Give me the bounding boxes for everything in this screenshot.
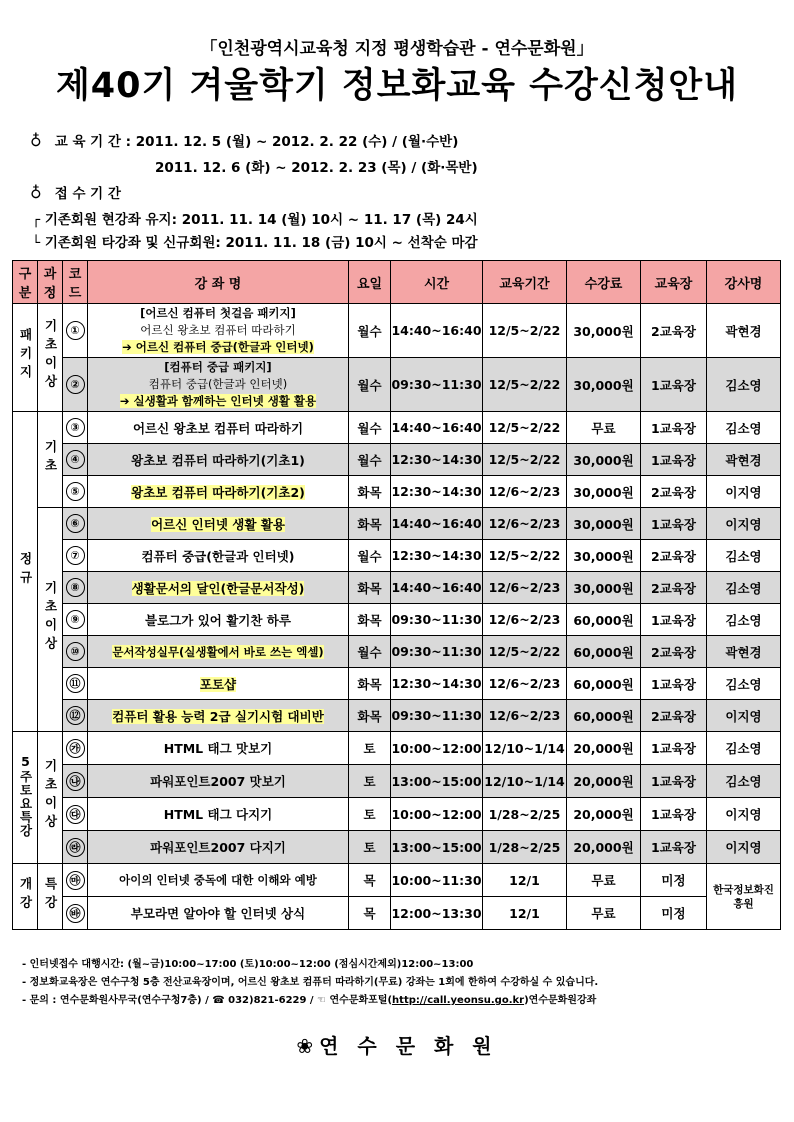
course-name-cell: [어르신 컴퓨터 첫걸음 패키지] 어르신 왕초보 컴퓨터 따라하기 ➔ 어르신 컴퓨터 중급(한글과 인터넷) [88,304,349,358]
period-line-2: 2011. 12. 6 (화) ~ 2012. 2. 23 (목) / (화·목반) [155,160,478,176]
header-room: 교육장 [641,261,707,304]
table-row: 개강 특강 ㉲ 아이의 인터넷 중독에 대한 이해와 예방 목 10:00~11:30 12/1 무료 미정 한국정보화진흥원 [13,864,781,897]
course-table [12,260,781,930]
course-name: 어르신 인터넷 생활 활용 [151,516,285,532]
course-name-cell [88,572,349,604]
course-code: ⑩ [66,642,85,661]
group-opening: 개강 [13,864,38,930]
header-teacher: 강사명 [707,261,781,304]
footer-org-name: ❀연 수 문 화 원 [296,1034,498,1058]
header-period: 교육기간 [483,261,567,304]
group-saturday: 5주토요특강 [13,732,38,864]
course-code: ④ [66,450,85,469]
course-name-cell [88,476,349,508]
course-name: 어르신 왕초보 컴퓨터 따라하기 [88,412,349,444]
table-row: ㉯ 파워포인트2007 맛보기 토 13:00~15:00 12/10~1/14 20,000원 1교육장 김소영 [13,765,781,798]
course-name: 왕초보 컴퓨터 따라하기(기초1) [88,444,349,476]
course-name: 부모라면 알아야 할 인터넷 상식 [88,897,349,930]
group-package: 패키지 [13,304,38,412]
course-code: ⑪ [66,674,85,693]
course-code: ㉰ [66,805,85,824]
type-basic-adv: 기초이상 [38,304,63,412]
course-name-cell: [컴퓨터 중급 패키지] 컴퓨터 중급(한글과 인터넷) ➔ 실생활과 함께하는 인터넷 생활 활용 [88,358,349,412]
table-row: 기초이상 ⑥ 어르신 인터넷 생활 활용 화목 14:40~16:40 12/6~2/23 30,000원 1교육장 이지영 [13,508,781,540]
course-name-cell [88,700,349,732]
course-code: ② [66,375,85,394]
table-row: 정규 기초 ③ 어르신 왕초보 컴퓨터 따라하기 월수 14:40~16:40 12/5~2/22 무료 1교육장 김소영 [13,412,781,444]
course-code: ⑤ [66,482,85,501]
page-title: 제40기 겨울학기 정보화교육 수강신청안내 [55,66,739,106]
course-name-cell [88,668,349,700]
reception-label: 접 수 기 간 [54,186,121,202]
header-course-type: 과정 [38,261,63,304]
page-subtitle: 「인천광역시교육청 지정 평생학습관 - 연수문화원」 [200,39,594,59]
period-line-1: 2011. 12. 5 (월) ~ 2012. 2. 22 (수) / (월·수반) [135,134,459,150]
course-name: 블로그가 있어 활기찬 하루 [88,604,349,636]
table-row: ㉰ HTML 태그 다지기 토 10:00~12:00 1/28~2/25 20,000원 1교육장 이지영 [13,798,781,831]
course-name: HTML 태그 다지기 [88,798,349,831]
course-name: 포토샵 [199,676,237,692]
course-code: ⑦ [66,546,85,565]
type-basic-adv: 기초이상 [38,508,63,732]
course-code: ⑨ [66,610,85,629]
course-code: ⑥ [66,514,85,533]
course-code: ① [66,321,85,340]
table-row: ⑪ 포토샵 화목 12:30~14:30 12/6~2/23 60,000원 1교육장 김소영 [13,668,781,700]
note-1: - 인터넷접수 대행시간: (월~금)10:00~17:00 (토)10:00~12:00 (점심시간제외)12:00~13:00 [22,959,474,970]
table-row: ㉳ 부모라면 알아야 할 인터넷 상식 목 12:00~13:30 12/1 무료 미정 [13,897,781,930]
type-special: 특강 [38,864,63,930]
course-name: 왕초보 컴퓨터 따라하기(기초2) [131,484,305,500]
course-name: 컴퓨터 중급(한글과 인터넷) [88,540,349,572]
course-code: ⑫ [66,706,85,725]
type-basic-adv: 기초이상 [38,732,63,864]
course-code: ⑧ [66,578,85,597]
header-category: 구분 [13,261,38,304]
header-day: 요일 [349,261,391,304]
table-row: ㉱ 파워포인트2007 다지기 토 13:00~15:00 1/28~2/25 20,000원 1교육장 이지영 [13,831,781,864]
table-row: ⑤ 왕초보 컴퓨터 따라하기(기초2) 화목 12:30~14:30 12/6~2/23 30,000원 2교육장 이지영 [13,476,781,508]
course-name-cell [88,508,349,540]
course-code: ㉱ [66,838,85,857]
course-name: 생활문서의 달인(한글문서작성) [131,580,305,596]
group-regular: 정규 [13,412,38,732]
note-3: - 문의 : 연수문화원사무국(연수구청7층) / ☎ 032)821-6229 / ☜ 연수문화포털(http://call.yeonsu.go.kr)연수문화원강좌 [22,995,597,1006]
course-name: 컴퓨터 활용 능력 2급 실기시험 대비반 [112,708,324,724]
table-row: 패키지 기초이상 ① [어르신 컴퓨터 첫걸음 패키지] 어르신 왕초보 컴퓨터 따라하기 ➔ 어르신 컴퓨터 중급(한글과 인터넷) 월수 14:40~16:40 12/5~2/22 30,000원 2교육장 곽현경 [13,304,781,358]
reception-line-1: ┌ 기존회원 현강좌 유지: 2011. 11. 14 (월) 10시 ~ 11. 17 (목) 24시 [32,212,478,228]
table-header-row [13,261,781,304]
header-course-name: 강 좌 명 [88,261,349,304]
notes [22,956,598,1010]
course-name: 파워포인트2007 맛보기 [88,765,349,798]
table-row: ④ 왕초보 컴퓨터 따라하기(기초1) 월수 12:30~14:30 12/5~2/22 30,000원 1교육장 곽현경 [13,444,781,476]
header-code: 코드 [63,261,88,304]
bullet-icon: ♁ [30,131,42,150]
table-row: ⑨ 블로그가 있어 활기찬 하루 화목 09:30~11:30 12/6~2/23 60,000원 1교육장 김소영 [13,604,781,636]
course-code: ㉳ [66,904,85,923]
portal-link[interactable]: http://call.yeonsu.go.kr [392,995,525,1006]
course-name-cell [88,636,349,668]
table-row: ⑦ 컴퓨터 중급(한글과 인터넷) 월수 12:30~14:30 12/5~2/22 30,000원 2교육장 김소영 [13,540,781,572]
course-name: 아이의 인터넷 중독에 대한 이해와 예방 [88,864,349,897]
note-2: - 정보화교육장은 연수구청 5층 전산교육장이며, 어르신 왕초보 컴퓨터 따라하기(무료) 강좌는 1회에 한하여 수강하실 수 있습니다. [22,977,599,988]
header-time: 시간 [391,261,483,304]
course-code: ㉲ [66,871,85,890]
course-name: HTML 태그 맛보기 [88,732,349,765]
table-row: 5주토요특강 기초이상 ㉮ HTML 태그 맛보기 토 10:00~12:00 12/10~1/14 20,000원 1교육장 김소영 [13,732,781,765]
reception-info [30,182,121,202]
table-row: ⑫ 컴퓨터 활용 능력 2급 실기시험 대비반 화목 09:30~11:30 12/6~2/23 60,000원 2교육장 이지영 [13,700,781,732]
table-row: ⑧ 생활문서의 달인(한글문서작성) 화목 14:40~16:40 12/6~2/23 30,000원 2교육장 김소영 [13,572,781,604]
period-info [30,130,458,150]
period-label: 교 육 기 간 : [54,134,132,150]
header-fee: 수강료 [567,261,641,304]
course-name: 문서작성실무(실생활에서 바로 쓰는 엑셀) [112,644,324,659]
reception-line-2: └ 기존회원 타강좌 및 신규회원: 2011. 11. 18 (금) 10시 ~ 선착순 마감 [32,235,478,251]
course-name: 파워포인트2007 다지기 [88,831,349,864]
course-code: ③ [66,418,85,437]
bullet-icon: ♁ [30,183,42,202]
course-code: ㉮ [66,739,85,758]
type-basic: 기초 [38,412,63,508]
teacher-cell: 한국정보화진흥원 [707,864,781,930]
course-code: ㉯ [66,772,85,791]
table-row: ② [컴퓨터 중급 패키지] 컴퓨터 중급(한글과 인터넷) ➔ 실생활과 함께하는 인터넷 생활 활용 월수 09:30~11:30 12/5~2/22 30,000원 1교육장 김소영 [13,358,781,412]
table-row: ⑩ 문서작성실무(실생활에서 바로 쓰는 엑셀) 월수 09:30~11:30 12/5~2/22 60,000원 2교육장 곽현경 [13,636,781,668]
